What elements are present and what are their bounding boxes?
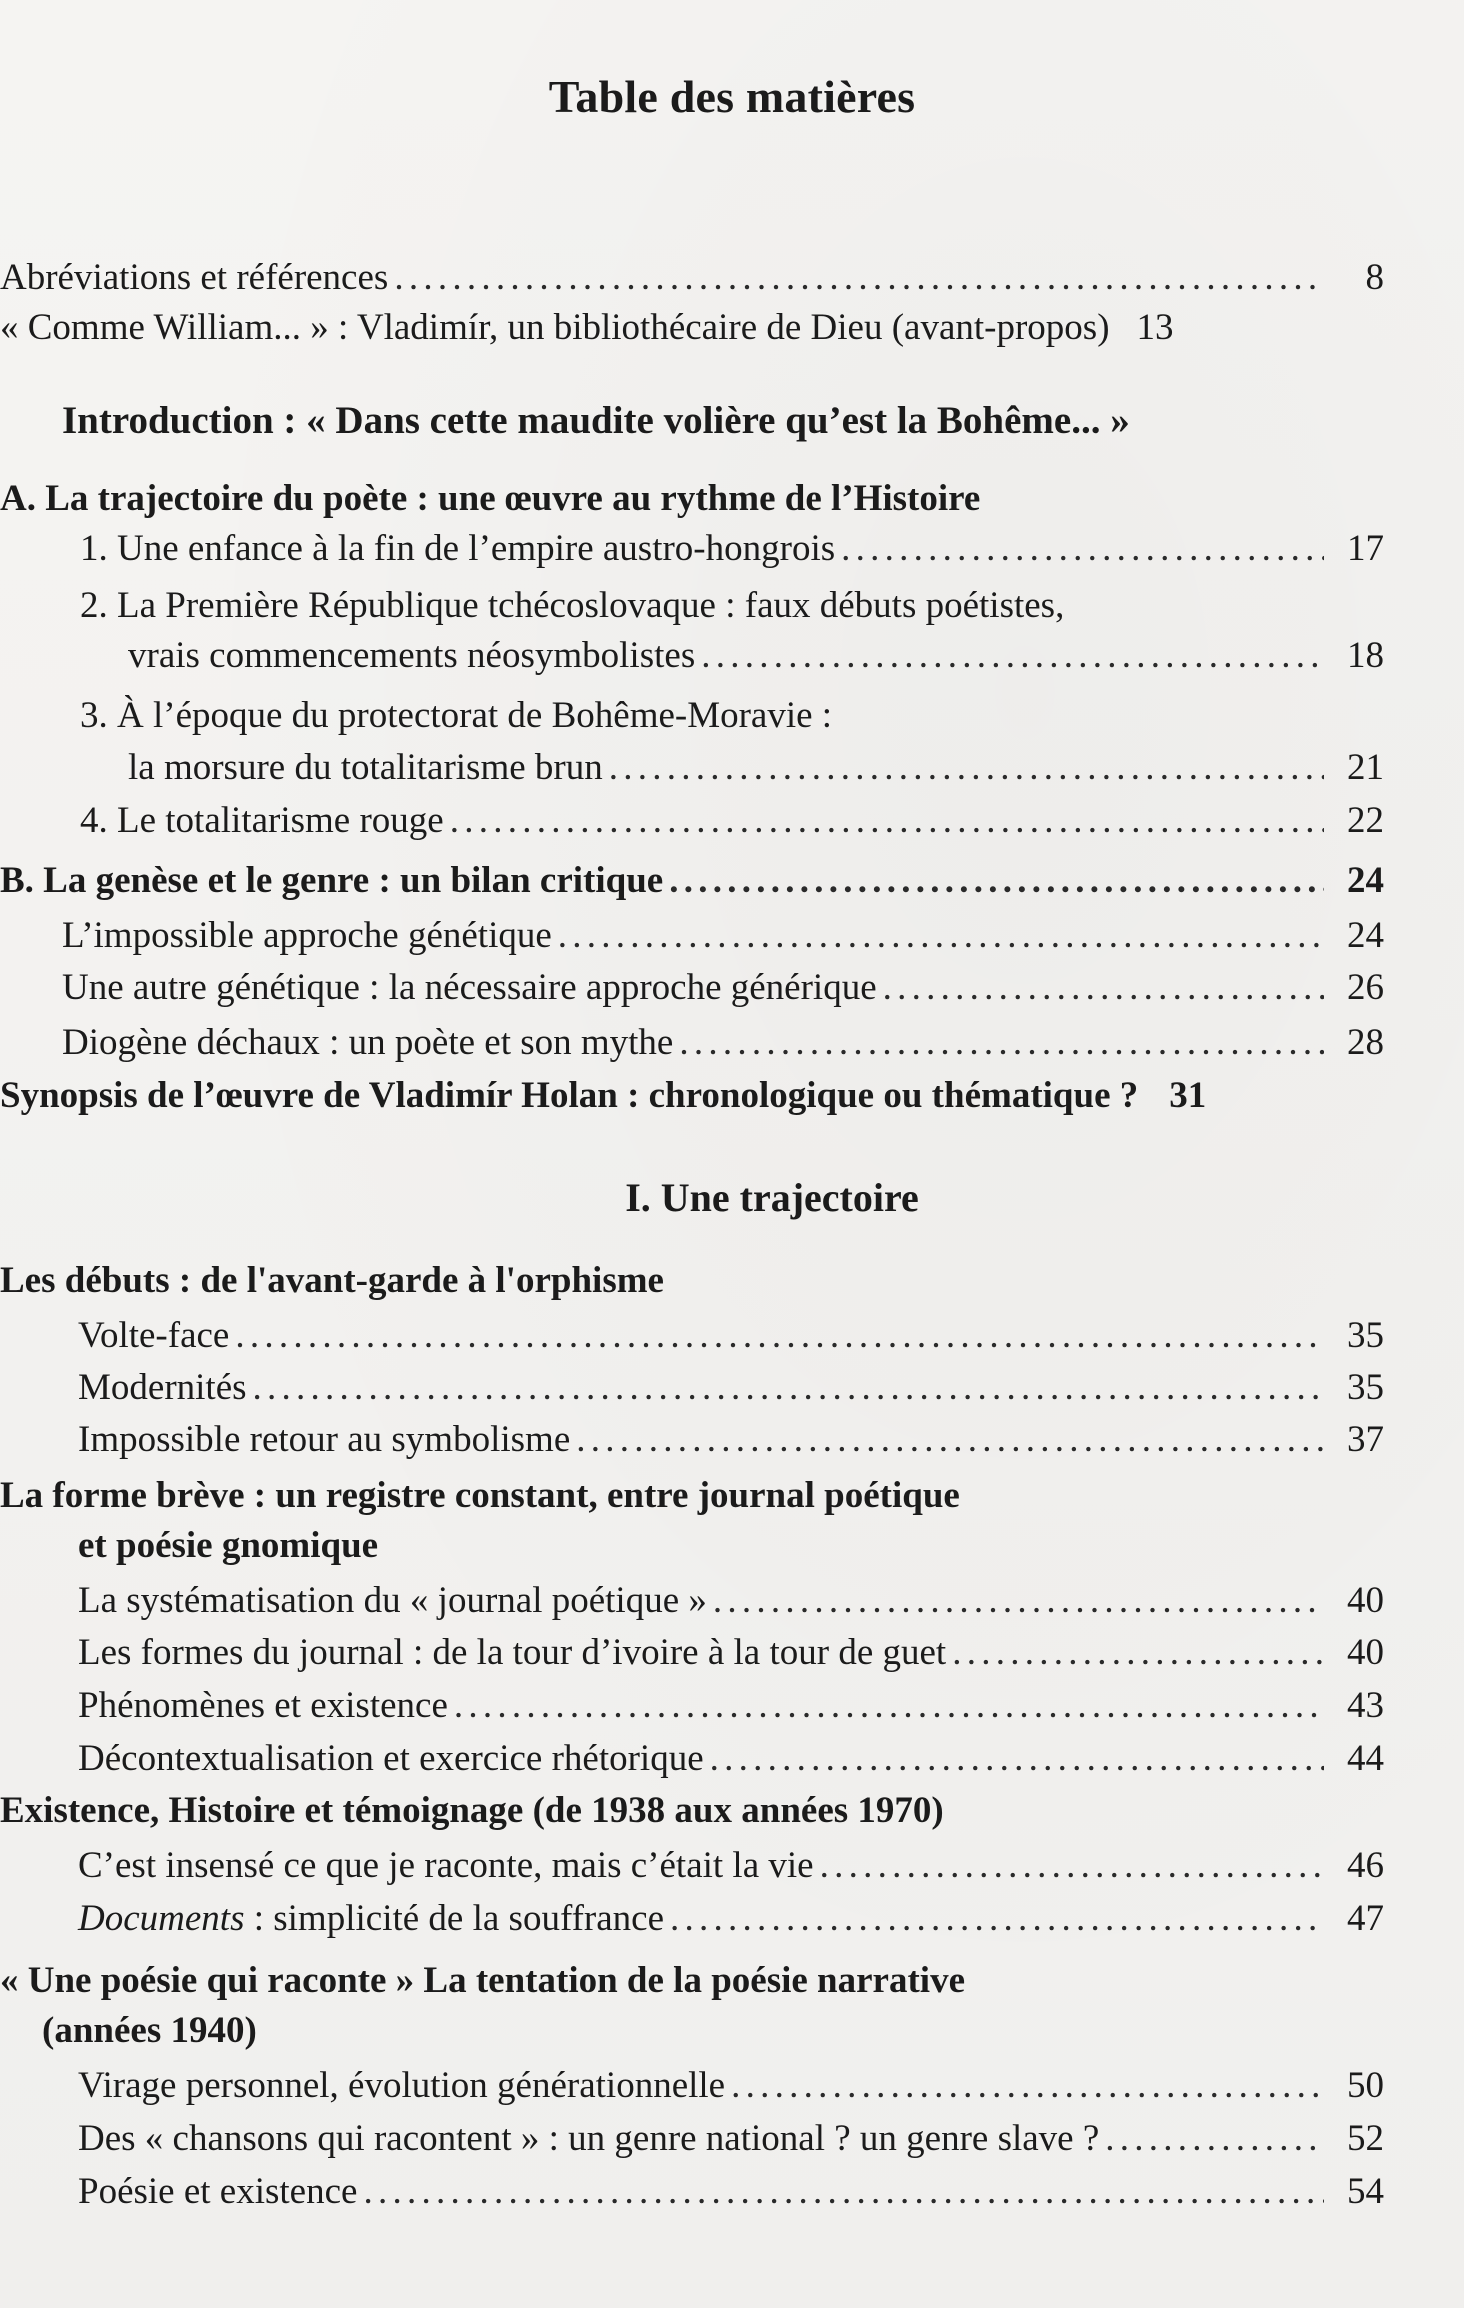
toc-entry-a3-line1: 3. À l’époque du protectorat de Bohême-Moravie : [80, 695, 833, 736]
toc-page-number: 40 [1347, 1632, 1384, 1673]
page-title: Table des matières [548, 71, 916, 122]
toc-entry-f3 [78, 1680, 1384, 1732]
toc-page-number: 31 [1169, 1075, 1207, 1116]
poesie-narrative-heading-line1: « Une poésie qui raconte » La tentation de la poésie narrative [0, 1960, 965, 2001]
toc-entry-a2 [128, 630, 1384, 682]
intro-heading: Introduction : « Dans cette maudite volière qu’est la Bohême... » [62, 399, 1130, 442]
toc-entry-p2 [78, 2113, 1384, 2165]
toc-entry-label: « Comme William... » : Vladimír, un bibliothécaire de Dieu (avant-propos) [0, 307, 1110, 348]
leader-dots [450, 795, 1324, 847]
leader-dots [576, 1414, 1324, 1466]
toc-page-number: 18 [1347, 635, 1384, 676]
toc-entry-abbreviations [0, 252, 1384, 304]
toc-page-number: 35 [1347, 1315, 1384, 1356]
toc-entry-label: Diogène déchaux : un poète et son mythe [62, 1022, 674, 1063]
toc-entry-d2 [78, 1362, 1384, 1414]
section-a-heading: A. La trajectoire du poète : une œuvre au rythme de l’Histoire [0, 478, 981, 519]
toc-entry-label: Synopsis de l’œuvre de Vladimír Holan : chronologique ou thématique ? [0, 1075, 1139, 1116]
toc-page-number: 21 [1347, 747, 1384, 788]
toc-page-number: 37 [1347, 1419, 1384, 1460]
toc-entry-f2 [78, 1627, 1384, 1679]
toc-page-number: 24 [1347, 915, 1384, 956]
toc-entry-label: Impossible retour au symbolisme [78, 1419, 571, 1460]
toc-page-number: 40 [1347, 1580, 1384, 1621]
toc-entry-b1 [62, 910, 1384, 962]
toc-entry-label: C’est insensé ce que je raconte, mais c’était la vie [78, 1845, 814, 1886]
toc-entry-label: Les formes du journal : de la tour d’ivoire à la tour de guet [78, 1632, 947, 1673]
toc-page-number: 28 [1347, 1022, 1384, 1063]
toc-entry-d1 [78, 1310, 1384, 1362]
toc-page-number: 52 [1347, 2118, 1384, 2159]
toc-entry-p1 [78, 2060, 1384, 2112]
toc-page-number: 54 [1347, 2171, 1384, 2212]
leader-dots [841, 523, 1324, 575]
leader-dots [363, 2166, 1324, 2218]
toc-entry-b3 [62, 1017, 1384, 1069]
toc-entry-d3 [78, 1414, 1384, 1466]
leader-dots [670, 1893, 1324, 1945]
leader-dots [454, 1680, 1324, 1732]
debuts-heading: Les débuts : de l'avant-garde à l'orphisme [0, 1260, 664, 1301]
toc-entry-label: Une autre génétique : la nécessaire approche générique [62, 967, 877, 1008]
toc-entry-label [78, 1893, 664, 1945]
toc-entry-p3 [78, 2166, 1384, 2218]
leader-dots [394, 252, 1324, 304]
leader-dots [235, 1310, 1324, 1362]
toc-entry-avant-propos [0, 302, 1384, 354]
toc-entry-a3 [128, 742, 1384, 794]
toc-entry-label: vrais commencements néosymbolistes [128, 635, 696, 676]
toc-entry-label: Modernités [78, 1367, 247, 1408]
toc-entry-label: Des « chansons qui racontent » : un genre national ? un genre slave ? [78, 2118, 1100, 2159]
toc-entry-label: Virage personnel, évolution générationnelle [78, 2065, 726, 2106]
toc-entry-label: La systématisation du « journal poétique » [78, 1580, 707, 1621]
toc-entry-a1 [80, 523, 1384, 575]
leader-dots [1105, 2113, 1324, 2165]
toc-page-number: 17 [1347, 528, 1384, 569]
toc-page-number: 50 [1347, 2065, 1384, 2106]
forme-breve-heading-line2: et poésie gnomique [78, 1525, 379, 1566]
toc-entry-a4 [80, 795, 1384, 847]
toc-page-number: 13 [1136, 307, 1174, 348]
leader-dots [679, 1017, 1324, 1069]
leader-dots [669, 855, 1324, 907]
forme-breve-heading-line1: La forme brève : un registre constant, entre journal poétique [0, 1475, 960, 1516]
toc-entry-label: L’impossible approche génétique [62, 915, 552, 956]
toc-entry-f1 [78, 1575, 1384, 1627]
poesie-narrative-heading-line2: (années 1940) [42, 2010, 257, 2051]
toc-page-number: 26 [1347, 967, 1384, 1008]
toc-entry-a2-line1: 2. La Première République tchécoslovaque : faux débuts poétistes, [80, 585, 1065, 626]
toc-entry-label: la morsure du totalitarisme brun [128, 747, 603, 788]
toc-entry-label: 4. Le totalitarisme rouge [80, 800, 444, 841]
existence-heading: Existence, Histoire et témoignage (de 1938 aux années 1970) [0, 1790, 944, 1831]
leader-dots [952, 1627, 1324, 1679]
toc-page-number: 43 [1347, 1685, 1384, 1726]
toc-entry-f4 [78, 1733, 1384, 1785]
toc-entry-label-italic: Documents [78, 1898, 245, 1939]
toc-page-number: 24 [1347, 860, 1384, 901]
part-one-heading: I. Une trajectoire [625, 1175, 919, 1220]
toc-page-number: 44 [1347, 1738, 1384, 1779]
toc-page-number: 8 [1365, 257, 1384, 298]
toc-entry-label: Poésie et existence [78, 2171, 358, 2212]
toc-entry-label: Volte-face [78, 1315, 230, 1356]
leader-dots [820, 1840, 1324, 1892]
toc-entry-label: Abréviations et références [0, 257, 389, 298]
toc-entry-label: Décontextualisation et exercice rhétorique [78, 1738, 704, 1779]
toc-entry-b2 [62, 962, 1384, 1014]
leader-dots [609, 742, 1324, 794]
toc-page-number: 47 [1347, 1898, 1384, 1939]
leader-dots [731, 2060, 1324, 2112]
toc-entry-section-b [0, 855, 1384, 907]
toc-page-number: 46 [1347, 1845, 1384, 1886]
toc-entry-synopsis [0, 1070, 1384, 1122]
toc-entry-x1 [78, 1840, 1384, 1892]
leader-dots [253, 1362, 1324, 1414]
leader-dots [710, 1733, 1324, 1785]
leader-dots [883, 962, 1324, 1014]
toc-page-number: 35 [1347, 1367, 1384, 1408]
leader-dots [558, 910, 1324, 962]
toc-entry-x2 [78, 1893, 1384, 1945]
toc-entry-label: B. La genèse et le genre : un bilan critique [0, 860, 664, 901]
toc-entry-label: Phénomènes et existence [78, 1685, 448, 1726]
toc-page-number: 22 [1347, 800, 1384, 841]
toc-entry-label: 1. Une enfance à la fin de l’empire austro-hongrois [80, 528, 836, 569]
leader-dots [713, 1575, 1324, 1627]
toc-entry-label-rest: : simplicité de la souffrance [244, 1898, 665, 1939]
leader-dots [701, 630, 1324, 682]
